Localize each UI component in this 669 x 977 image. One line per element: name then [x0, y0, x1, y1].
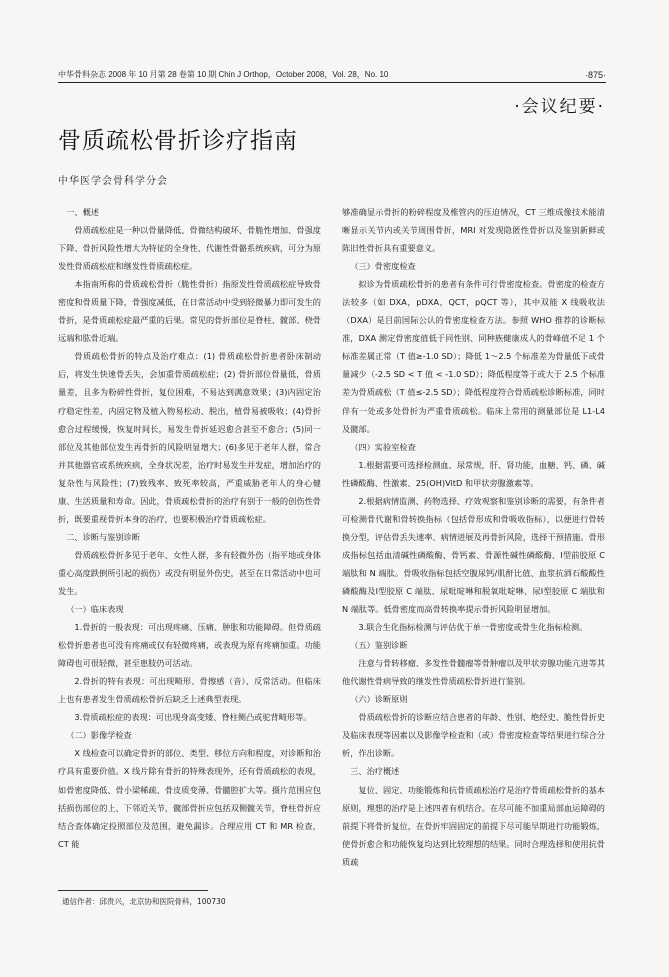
article-author: 中华医学会骨科学分会: [58, 176, 168, 187]
section-heading: 一、概述: [66, 207, 99, 217]
page-number: ·875·: [584, 70, 606, 80]
paragraph: 复位、固定、功能锻炼和抗骨质疏松治疗是治疗骨质疏松骨折的基本原则，理想的治疗是上述四者有机结合。在尽可能不加重局部血运障碍的前提下将骨折复位，在骨折牢固固定的前提下尽可能早期进行功能锻炼，使骨折愈合和功能恢复均达到比较理想的结果。同时合理选择和使用抗骨质疏: [342, 784, 605, 867]
paragraph: 骨质疏松骨折多见于老年、女性人群，多有轻微外伤（指平地或身体重心高度跌倒所引起的损伤）或没有明显外伤史，甚至在日常活动中也可发生。: [58, 549, 321, 596]
journal-header: 中华骨科杂志 2008 年 10 月第 28 卷第 10 期 Chin J Orthop，October 2008，Vol. 28，No. 10: [58, 70, 389, 79]
section-heading: （五）鉴别诊断: [350, 640, 408, 651]
left-column: [58, 203, 321, 853]
paragraph: 骨质疏松骨折的诊断应结合患者的年龄、性别、绝经史、脆性骨折史及临床表现等因素以及影像学检查和（或）骨密度检查等结果进行综合分析，作出诊断。: [342, 712, 605, 759]
paragraph: 骨质疏松症是一种以骨量降低、骨微结构破坏、骨脆性增加、骨强度下降、骨折风险性增大为特征的全身性、代谢性骨骼系统疾病，可分为原发性骨质疏松症和继发性骨质疏松症。: [58, 225, 321, 272]
paragraph: 够准确显示骨折的粉碎程度及椎管内的压迫情况，CT 三维成像技术能清晰显示关节内或关节周围骨折，MRI 对发现隐匿性骨折以及鉴别新鲜或陈旧性骨折具有重要意义。: [342, 207, 605, 254]
section-heading: （三）骨密度检查: [350, 261, 416, 272]
section-heading: （一）临床表现: [66, 604, 124, 615]
paragraph: 本指南所称的骨质疏松骨折（脆性骨折）指原发性骨质疏松症导致骨密度和骨质量下降，骨强度减低，在日常活动中受到轻微暴力即可发生的骨折，是骨质疏松症最严重的后果。常见的骨折部位是脊柱、髋部、桡骨远端和肱骨近端。: [58, 279, 321, 344]
section-label: ·会议纪要·: [514, 97, 605, 117]
footnote: 通信作者：邱贵兴，北京协和医院骨科，100730: [62, 897, 226, 906]
article-title: 骨质疏松骨折诊疗指南: [58, 128, 298, 154]
section-heading: 三、治疗概述: [350, 766, 400, 777]
section-heading: （四）实验室检查: [350, 441, 416, 452]
paragraph: 骨质疏松骨折的特点及治疗难点：(1) 骨质疏松骨折患者卧床制动后，将发生快速骨丢失，会加重骨质疏松症；(2) 骨折部位骨量低，骨质量差，且多为粉碎性骨折，复位困难，不易达到满意效果；(3)内固定治疗稳定性差，内固定物及植入物易松动、脱出，植骨易被吸收；(4)骨折愈合过程缓慢，恢复时间长，易发生骨折延迟愈合甚至不愈合；(5)同一部位及其他部位发生再骨折的风险明显增大；(6)多见于老年人群，常合并其他器官或系统疾病，全身状况差，治疗时易发生并发症，增加治疗的复杂性与风险性；(7)致残率、致死率较高，严重威胁老年人的身心健康、生活质量和寿命。因此，骨质疏松骨折的治疗有别于一般的创伤性骨折，既要重视骨折本身的治疗，也要积极治疗骨质疏松症。: [58, 351, 321, 524]
footnote-rule: [58, 890, 208, 891]
right-column: [342, 203, 605, 871]
section-heading: （六）诊断原则: [350, 694, 408, 705]
paragraph: 1.骨折的一般表现：可出现疼痛、压痛、肿胀和功能障碍。但骨质疏松骨折患者也可没有疼痛或仅有轻微疼痛，或表现为原有疼痛加重。功能障碍也可很轻微，甚至患肢仍可活动。: [58, 622, 321, 669]
paragraph: 注意与骨转移瘤、多发性骨髓瘤等骨肿瘤以及甲状旁腺功能亢进等其他代谢性骨病导致的继发性骨质疏松骨折进行鉴别。: [342, 658, 605, 687]
section-heading: 二、诊断与鉴别诊断: [66, 531, 140, 542]
paragraph: 2.骨折的特有表现：可出现畸形、骨擦感（音）、反常活动。但临床上也有患者发生骨质疏松骨折后缺乏上述典型表现。: [58, 676, 321, 705]
paragraph: 3.骨质疏松症的表现：可出现身高变矮、脊柱侧凸或驼背畸形等。: [74, 712, 312, 723]
paragraph: X 线检查可以确定骨折的部位、类型、移位方向和程度，对诊断和治疗具有重要价值。X 线片除有骨折的特殊表现外，还有骨质疏松的表现，如骨密度降低、骨小梁稀疏、骨皮质变薄、骨髓腔扩大等。摄片范围应包括损伤部位的上、下邻近关节，髋部骨折应包括双侧髋关节，脊柱骨折应结合查体确定投照部位及范围，避免漏诊。合理应用 CT 和 MR 检查，CT 能: [58, 748, 321, 849]
section-heading: （二）影像学检查: [66, 730, 132, 741]
paragraph: 3.联合生化指标检测与评估优于单一骨密度或骨生化指标检测。: [358, 622, 588, 633]
paragraph: 2.根据病情监测、药物选择、疗效观察和鉴别诊断的需要，有条件者可检测骨代谢和骨转换指标（包括骨形成和骨吸收指标），以便进行骨转换分型，评估骨丢失速率、病情进展及再骨折风险，选择干预措施。骨形成指标包括血清碱性磷酸酶、骨钙素、骨源性碱性磷酸酶、Ⅰ型前胶原 C 端肽和 N 端肽。骨吸收指标包括空腹尿钙/肌酐比值、血浆抗酒石酸酸性磷酸酶及Ⅰ型胶原 C 端肽、尿吡啶啉和脱氧吡啶啉、尿Ⅰ型胶原 C 端肽和 N 端肽等。低骨密度而高骨转换率提示骨折风险明显增加。: [342, 495, 605, 615]
header-rule: [58, 82, 606, 83]
paragraph: 拟诊为骨质疏松骨折的患者有条件可行骨密度检查。骨密度的检查方法较多（如 DXA，pDXA，QCT，pQCT 等），其中双能 X 线吸收法（DXA）是目前国际公认的骨密度检查方法。参照 WHO 推荐的诊断标准，DXA 测定骨密度值低于同性别、同种族健康成人的骨峰值不足 1 个标准差属正常（T 值≥-1.0 SD）；降低 1～2.5 个标准差为骨量低下或骨量减少（-2.5 SD < T 值 < -1.0 SD）；降低程度等于或大于 2.5 个标准差为骨质疏松（T 值≤-2.5 SD）；降低程度符合骨质疏松诊断标准，同时伴有一处或多处骨折为严重骨质疏松。临床上常用的测量部位是 L1-L4 及髋部。: [342, 279, 605, 434]
paragraph: 1.根据需要可选择检测血、尿常规，肝、肾功能，血糖、钙、磷、碱性磷酸酶、性激素、25(OH)VitD 和甲状旁腺激素等。: [342, 459, 605, 488]
